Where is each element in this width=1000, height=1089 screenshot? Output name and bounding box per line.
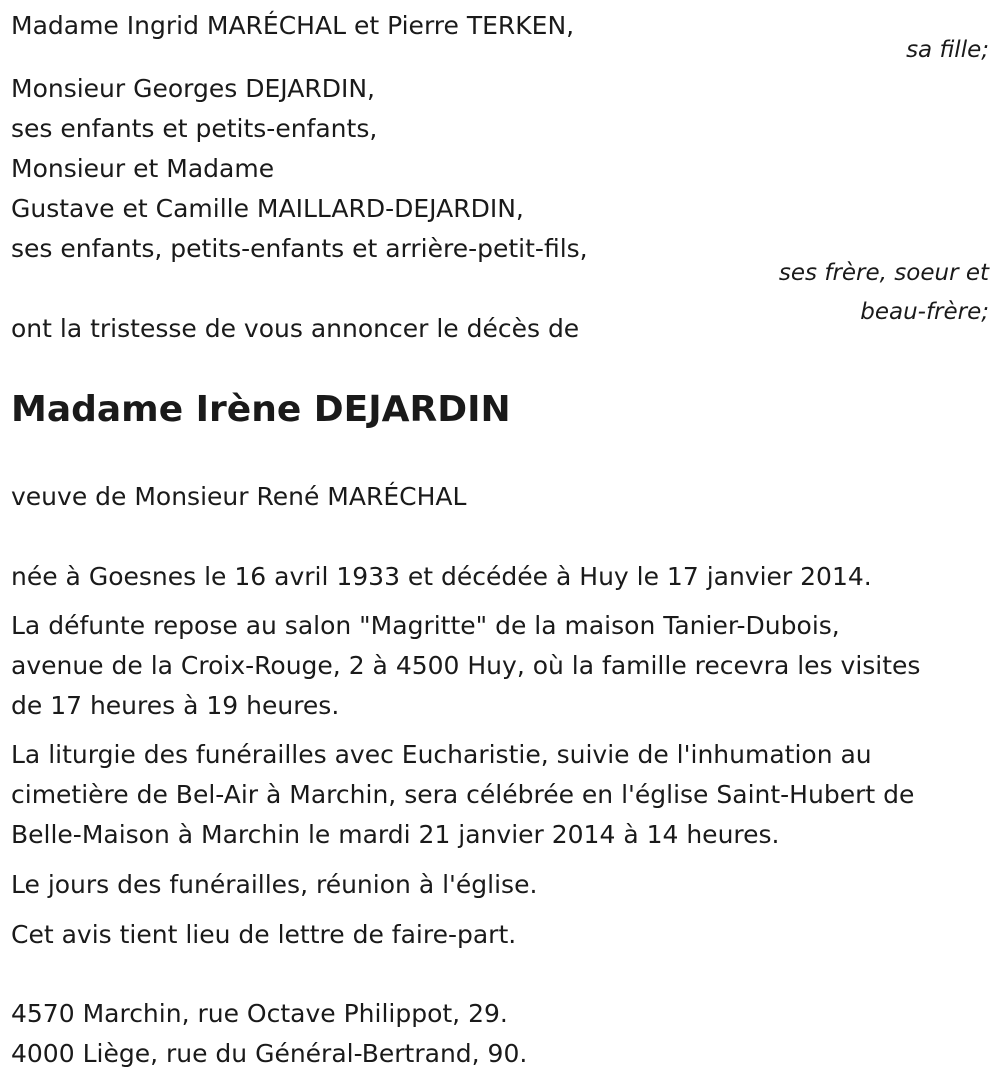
notice-line: Cet avis tient lieu de lettre de faire-part. [11,920,517,949]
liturgy-line-2: cimetière de Bel-Air à Marchin, sera célébrée en l'église Saint-Hubert de [11,780,915,809]
relation-label-daughter: sa fille; [906,37,989,63]
family-line-brother-children: ses enfants et petits-enfants, [11,114,378,143]
widow-line: veuve de Monsieur René MARÉCHAL [11,482,467,511]
address-line-1: 4570 Marchin, rue Octave Philippot, 29. [11,999,508,1028]
family-line-brother: Monsieur Georges DEJARDIN, [11,74,375,103]
family-line-mr-mrs: Monsieur et Madame [11,154,275,183]
address-line-2: 4000 Liège, rue du Général-Bertrand, 90. [11,1039,528,1068]
salon-line-3: de 17 heures à 19 heures. [11,691,340,720]
salon-line-2: avenue de la Croix-Rouge, 2 à 4500 Huy, où la famille recevra les visites [11,651,921,680]
salon-line-1: La défunte repose au salon "Magritte" de la maison Tanier-Dubois, [11,611,840,640]
deceased-name: Madame Irène DEJARDIN [11,389,511,430]
birth-death-line: née à Goesnes le 16 avril 1933 et décédée à Huy le 17 janvier 2014. [11,562,872,591]
relation-label-brother-in-law: beau-frère; [860,299,989,325]
family-line-sister: Gustave et Camille MAILLARD-DEJARDIN, [11,194,524,223]
announcement-line: ont la tristesse de vous annoncer le décès de [11,314,580,343]
family-line-sister-children: ses enfants, petits-enfants et arrière-petit-fils, [11,234,588,263]
liturgy-line-1: La liturgie des funérailles avec Eucharistie, suivie de l'inhumation au [11,740,872,769]
liturgy-line-3: Belle-Maison à Marchin le mardi 21 janvier 2014 à 14 heures. [11,820,780,849]
meeting-line: Le jours des funérailles, réunion à l'église. [11,870,538,899]
relation-label-siblings: ses frère, soeur et [778,260,989,286]
family-line-daughter: Madame Ingrid MARÉCHAL et Pierre TERKEN, [11,11,575,40]
